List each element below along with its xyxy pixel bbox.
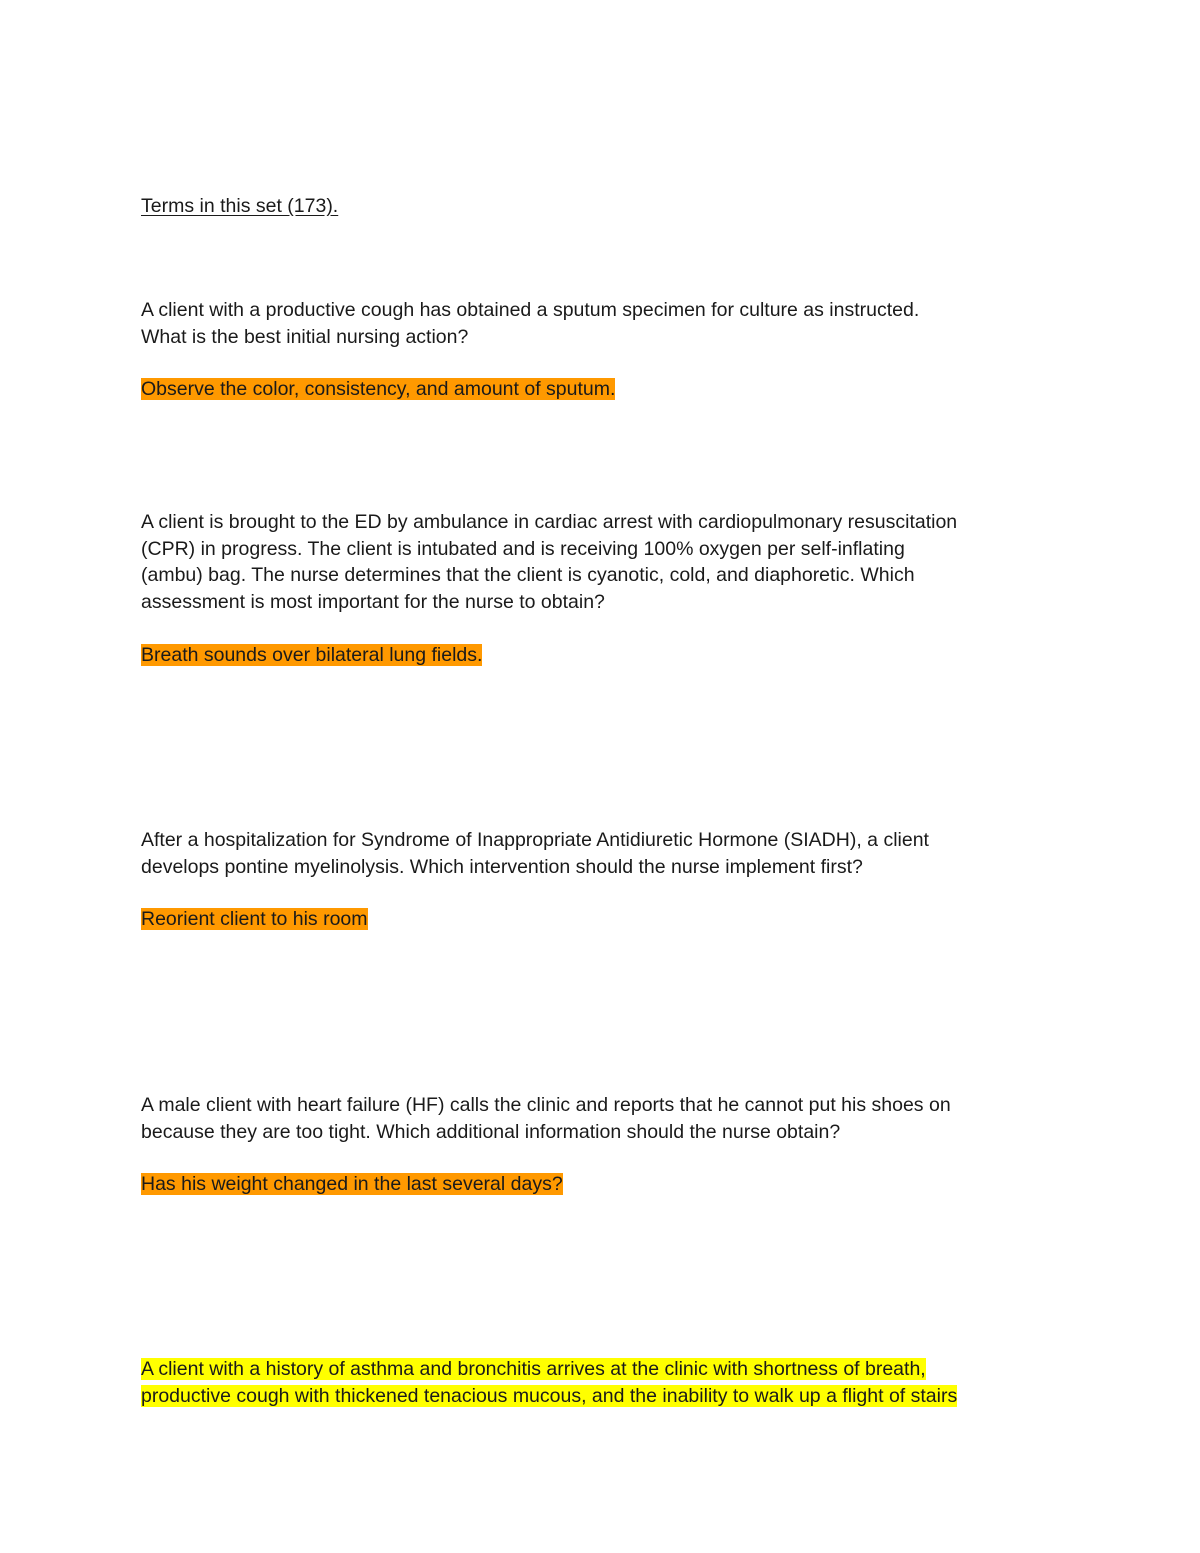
question-2 <box>141 509 1061 615</box>
question-2-line-2: (CPR) in progress. The client is intubated and is receiving 100% oxygen per self-inflating <box>141 537 905 560</box>
answer-1 <box>141 376 1061 403</box>
question-5-line-1-text: A client with a history of asthma and bronchitis arrives at the clinic with shortness of breath, <box>141 1358 926 1380</box>
question-5-line-1 <box>141 1356 1061 1383</box>
answer-4 <box>141 1171 1061 1198</box>
question-2-line-3: (ambu) bag. The nurse determines that the client is cyanotic, cold, and diaphoretic. Which <box>141 564 915 586</box>
question-3-line-2: develops pontine myelinolysis. Which intervention should the nurse implement first? <box>141 855 863 878</box>
question-2-line-1: A client is brought to the ED by ambulance in cardiac arrest with cardiopulmonary resuscitation <box>141 511 958 533</box>
question-1-line-1: A client with a productive cough has obtained a sputum specimen for culture as instructed. <box>141 299 920 321</box>
question-4 <box>141 1092 1061 1145</box>
question-1-line-2: What is the best initial nursing action? <box>141 325 469 348</box>
answer-1-text: Observe the color, consistency, and amount of sputum. <box>141 378 616 400</box>
terms-heading: Terms in this set (173). <box>141 195 339 217</box>
question-5 <box>141 1356 1061 1409</box>
answer-2-text: Breath sounds over bilateral lung fields. <box>141 644 483 666</box>
question-5-line-2-text: productive cough with thickened tenacious mucous, and the inability to walk up a flight of stairs <box>141 1384 958 1407</box>
question-4-line-1: A male client with heart failure (HF) calls the clinic and reports that he cannot put his shoes on <box>141 1094 951 1116</box>
answer-3 <box>141 906 1061 933</box>
question-5-line-2 <box>141 1383 1061 1410</box>
answer-3-text: Reorient client to his room <box>141 908 368 930</box>
answer-4-text: Has his weight changed in the last several days? <box>141 1173 563 1195</box>
question-3-line-1: After a hospitalization for Syndrome of Inappropriate Antidiuretic Hormone (SIADH), a client <box>141 829 929 851</box>
answer-2 <box>141 642 1061 669</box>
question-2-line-4: assessment is most important for the nurse to obtain? <box>141 590 605 613</box>
question-3 <box>141 827 1061 880</box>
question-1 <box>141 297 1061 350</box>
question-4-line-2: because they are too tight. Which additional information should the nurse obtain? <box>141 1120 841 1143</box>
